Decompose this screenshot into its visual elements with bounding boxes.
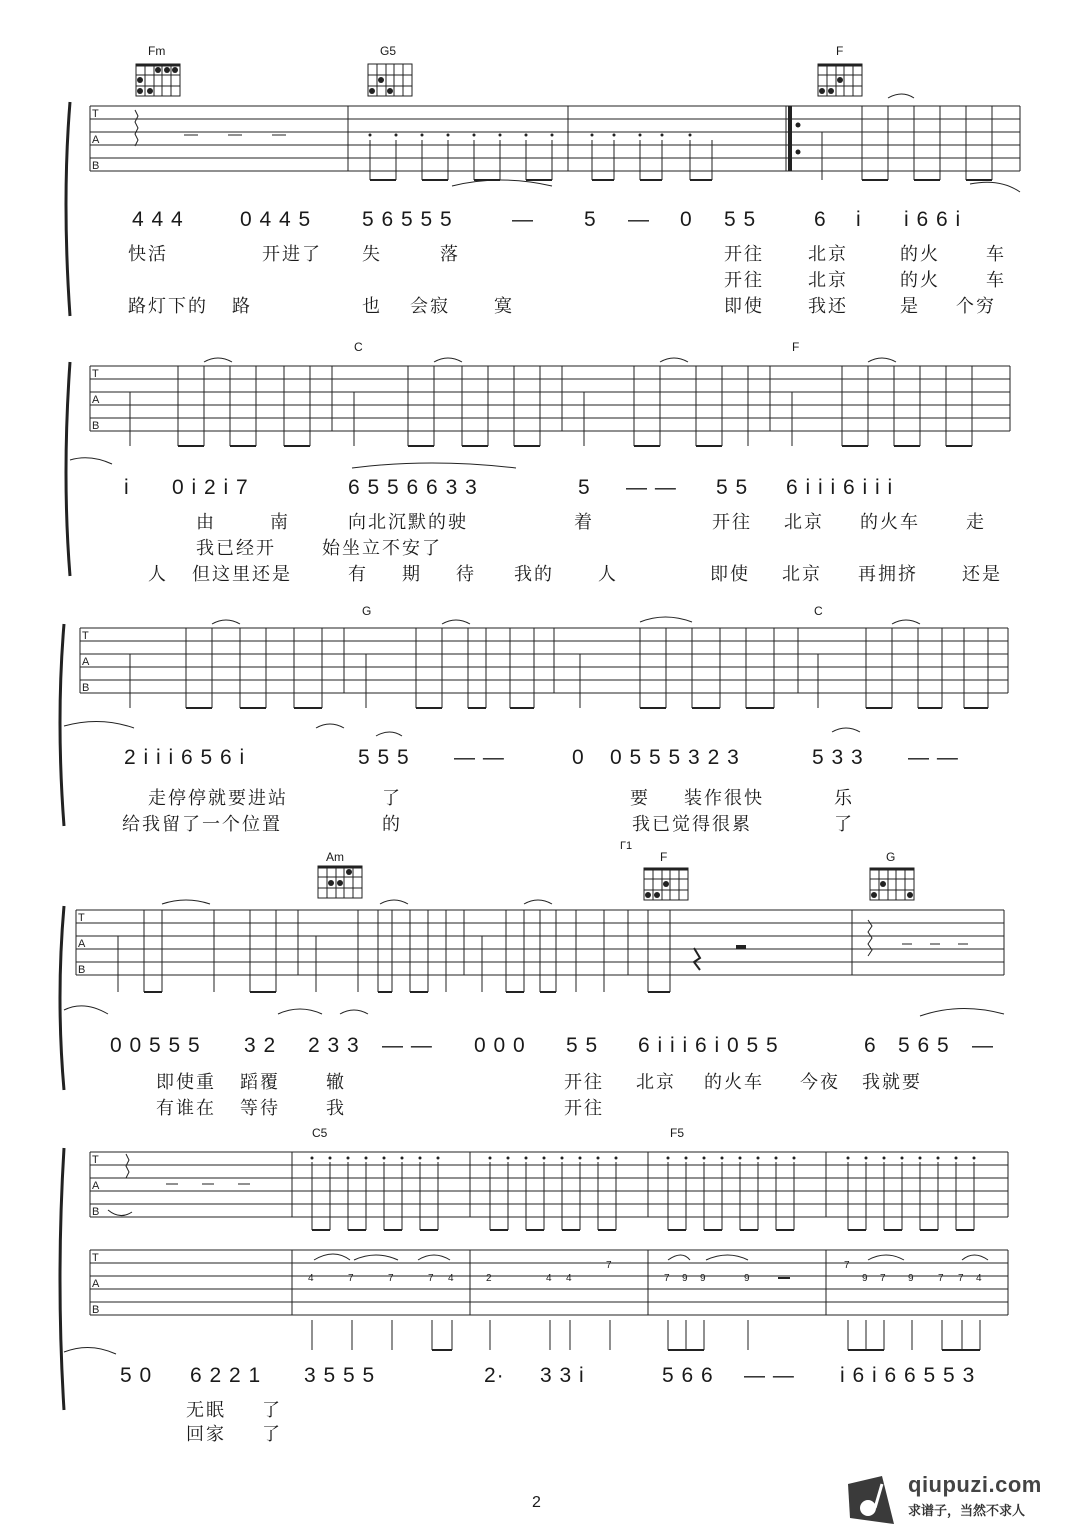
note-group: 5 5: [724, 208, 757, 231]
lyric: 南: [270, 512, 290, 532]
lyric: 但这里还是: [192, 564, 292, 584]
svg-text:7: 7: [958, 1273, 964, 1284]
lyric: 向北沉默的驶: [348, 512, 468, 532]
lyric: 车: [986, 244, 1006, 264]
system-1: [0, 40, 1080, 340]
svg-text:A: A: [78, 938, 86, 950]
lyric: 北京: [808, 270, 848, 290]
svg-text:9: 9: [700, 1273, 706, 1284]
lyric: 北京: [784, 512, 824, 532]
svg-text:T: T: [92, 1154, 99, 1166]
lyric: 开往: [724, 244, 764, 264]
chord-name: G: [362, 604, 372, 618]
lyric: 北京: [782, 564, 822, 584]
lyric: 走停停就要进站: [148, 788, 288, 808]
note-group: 3 5 5 5: [304, 1364, 376, 1387]
note-group: 5: [584, 208, 597, 231]
svg-text:7: 7: [388, 1273, 394, 1284]
note-group: 2 i i i 6 5 6 i: [124, 746, 246, 769]
lyric: 我还: [808, 296, 848, 316]
note-group: i 6 6 i: [904, 208, 962, 231]
note-group: 6 i i i 6 i i i: [786, 476, 894, 499]
lyric: 了: [834, 814, 854, 834]
svg-text:4: 4: [448, 1273, 454, 1284]
svg-text:9: 9: [682, 1273, 688, 1284]
svg-text:7: 7: [348, 1273, 354, 1284]
note-group: i: [856, 208, 862, 231]
lyric: 的火车: [860, 512, 920, 532]
lyric: 北京: [636, 1072, 676, 1092]
ending-marker: Γ1: [620, 840, 633, 852]
note-group: — —: [908, 746, 959, 769]
note-group: 0 4 4 5: [240, 208, 312, 231]
system-5: [0, 1120, 1080, 1450]
lyric: 无眠: [186, 1400, 226, 1420]
numbered-notation-line: [0, 746, 1080, 776]
note-group: 5 5 5: [358, 746, 410, 769]
lyric: 失: [362, 244, 382, 264]
svg-text:B: B: [92, 1206, 100, 1218]
system-3: [0, 600, 1080, 840]
lyric: 乐: [834, 788, 854, 808]
note-group: 3 2: [244, 1034, 277, 1057]
chord-name: C5: [312, 1126, 328, 1140]
lyric: 了: [382, 788, 402, 808]
lyric: 给我留了一个位置: [122, 814, 282, 834]
lyric: 的火: [900, 244, 940, 264]
note-group: 0 5 5 5 3 2 3: [610, 746, 740, 769]
note-group: 2 3 3: [308, 1034, 360, 1057]
chord-name: F: [792, 340, 800, 354]
lyric: 了: [262, 1400, 282, 1420]
numbered-notation-line: [0, 208, 1080, 238]
note-group: 5 5: [716, 476, 749, 499]
note-group: 6: [864, 1034, 877, 1057]
note-group: 6 i i i 6 i 0 5 5: [638, 1034, 779, 1057]
lyric: 路灯下的: [128, 296, 208, 316]
svg-text:7: 7: [664, 1273, 670, 1284]
svg-text:4: 4: [976, 1273, 982, 1284]
lyric: 路: [232, 296, 252, 316]
numbered-notation-line: [0, 476, 1080, 506]
lyric: 走: [966, 512, 986, 532]
svg-text:T: T: [92, 1252, 99, 1264]
note-group: —: [972, 1034, 994, 1057]
note-group: — —: [382, 1034, 433, 1057]
lyric-line: [0, 560, 1080, 590]
brand-slogan: 求谱子，当然不求人: [908, 1503, 1026, 1518]
svg-text:T: T: [92, 108, 99, 120]
lyric: 再拥挤: [858, 564, 918, 584]
lyric: 即使: [710, 564, 750, 584]
chord-name: G5: [380, 44, 397, 58]
lyric: 今夜: [800, 1072, 840, 1092]
watermark: [842, 1470, 1080, 1528]
lyric: 要: [630, 788, 650, 808]
lyric-line: [0, 810, 1080, 840]
lyric-line: [0, 1420, 1080, 1450]
system-2: [0, 336, 1080, 596]
lyric: 等待: [240, 1098, 280, 1118]
lyric: 落: [440, 244, 460, 264]
svg-text:T: T: [92, 368, 99, 380]
svg-text:A: A: [92, 1180, 100, 1192]
chord-name: Fm: [148, 44, 166, 58]
lyric: 我就要: [862, 1072, 922, 1092]
svg-text:9: 9: [908, 1273, 914, 1284]
lyric: 的: [382, 814, 402, 834]
note-group: 5 3 3: [812, 746, 864, 769]
svg-text:A: A: [92, 394, 100, 406]
svg-text:B: B: [92, 1304, 100, 1316]
note-group: 4 4 4: [132, 208, 184, 231]
lyric: 有谁在: [156, 1098, 216, 1118]
note-group: 0 0 5 5 5: [110, 1034, 201, 1057]
lyric: 回家: [186, 1424, 226, 1444]
lyric: 寞: [494, 296, 514, 316]
lyric: 人: [598, 564, 618, 584]
note-group: 0: [680, 208, 693, 231]
svg-text:B: B: [92, 420, 100, 432]
lyric: 开往: [564, 1098, 604, 1118]
note-group: 0 0 0: [474, 1034, 526, 1057]
lyric: 我已经开: [196, 538, 276, 558]
svg-text:4: 4: [566, 1273, 572, 1284]
chord-name: G: [886, 850, 896, 864]
svg-text:B: B: [78, 964, 86, 976]
note-group: — —: [626, 476, 677, 499]
numbered-notation-line: [0, 1034, 1080, 1064]
svg-text:A: A: [92, 1278, 100, 1290]
chord-name: Am: [326, 850, 344, 864]
chord-name: C: [814, 604, 823, 618]
note-group: 5 0: [120, 1364, 153, 1387]
lyric: 即使: [724, 296, 764, 316]
svg-text:T: T: [82, 630, 89, 642]
music-note-logo-icon: [842, 1474, 902, 1526]
chord-name: C: [354, 340, 363, 354]
lyric: 我已觉得很累: [632, 814, 752, 834]
chord-name: F5: [670, 1126, 685, 1140]
lyric: 是: [900, 296, 920, 316]
page-number: 2: [532, 1494, 541, 1511]
chord-name: F: [836, 44, 844, 58]
note-group: i 6 i 6 6 5 5 3: [840, 1364, 976, 1387]
lyric: 开往: [724, 270, 764, 290]
note-group: 6: [814, 208, 827, 231]
numbered-notation-line: [0, 1364, 1080, 1394]
note-group: 5 6 6: [662, 1364, 714, 1387]
note-group: — —: [744, 1364, 795, 1387]
lyric: 我的: [514, 564, 554, 584]
lyric: 也: [362, 296, 382, 316]
lyric: 了: [262, 1424, 282, 1444]
lyric: 开进了: [262, 244, 322, 264]
svg-text:7: 7: [938, 1273, 944, 1284]
lyric: 开往: [564, 1072, 604, 1092]
lyric: 有: [348, 564, 368, 584]
lyric: 会寂: [410, 296, 450, 316]
svg-text:T: T: [78, 912, 85, 924]
lyric: 快活: [128, 244, 168, 264]
note-group: 2·: [484, 1364, 505, 1387]
lyric: 期: [402, 564, 422, 584]
svg-text:7: 7: [606, 1260, 612, 1271]
svg-text:A: A: [92, 134, 100, 146]
lyric: 车: [986, 270, 1006, 290]
svg-text:2: 2: [486, 1273, 492, 1284]
note-group: 0 i 2 i 7: [172, 476, 249, 499]
lyric-line: [0, 292, 1080, 322]
lyric: 始坐立不安了: [322, 538, 442, 558]
note-group: 5: [578, 476, 591, 499]
svg-text:7: 7: [428, 1273, 434, 1284]
note-group: 5 6 5: [898, 1034, 950, 1057]
svg-text:A: A: [82, 656, 90, 668]
note-group: —: [512, 208, 534, 231]
lyric: 个穷: [956, 296, 996, 316]
svg-text:7: 7: [844, 1260, 850, 1271]
note-group: 6 2 2 1: [190, 1364, 262, 1387]
svg-text:7: 7: [880, 1273, 886, 1284]
note-group: 5 5: [566, 1034, 599, 1057]
svg-text:B: B: [82, 682, 90, 694]
svg-text:4: 4: [308, 1273, 314, 1284]
lyric: 辙: [326, 1072, 346, 1092]
brand-site: qiupuzi.com: [908, 1472, 1042, 1497]
svg-text:9: 9: [862, 1273, 868, 1284]
lyric: 北京: [808, 244, 848, 264]
lyric: 人: [148, 564, 168, 584]
note-group: 6 5 5 6 6 3 3: [348, 476, 478, 499]
lyric: 即使重: [156, 1072, 216, 1092]
system-4: [0, 838, 1080, 1128]
lyric: 的火车: [704, 1072, 764, 1092]
lyric: 我: [326, 1098, 346, 1118]
chord-name: F: [660, 850, 668, 864]
svg-text:B: B: [92, 160, 100, 172]
svg-text:4: 4: [546, 1273, 552, 1284]
note-group: 5 6 5 5 5: [362, 208, 453, 231]
lyric: 还是: [962, 564, 1002, 584]
note-group: —: [628, 208, 650, 231]
note-group: — —: [454, 746, 505, 769]
note-group: i: [124, 476, 130, 499]
lyric: 装作很快: [684, 788, 764, 808]
lyric: 的火: [900, 270, 940, 290]
lyric: 由: [196, 512, 216, 532]
lyric: 蹈覆: [240, 1072, 280, 1092]
lyric: 待: [456, 564, 476, 584]
lyric: 开往: [712, 512, 752, 532]
note-group: 3 3 i: [540, 1364, 585, 1387]
note-group: 0: [572, 746, 585, 769]
lyric: 着: [574, 512, 594, 532]
svg-text:9: 9: [744, 1273, 750, 1284]
